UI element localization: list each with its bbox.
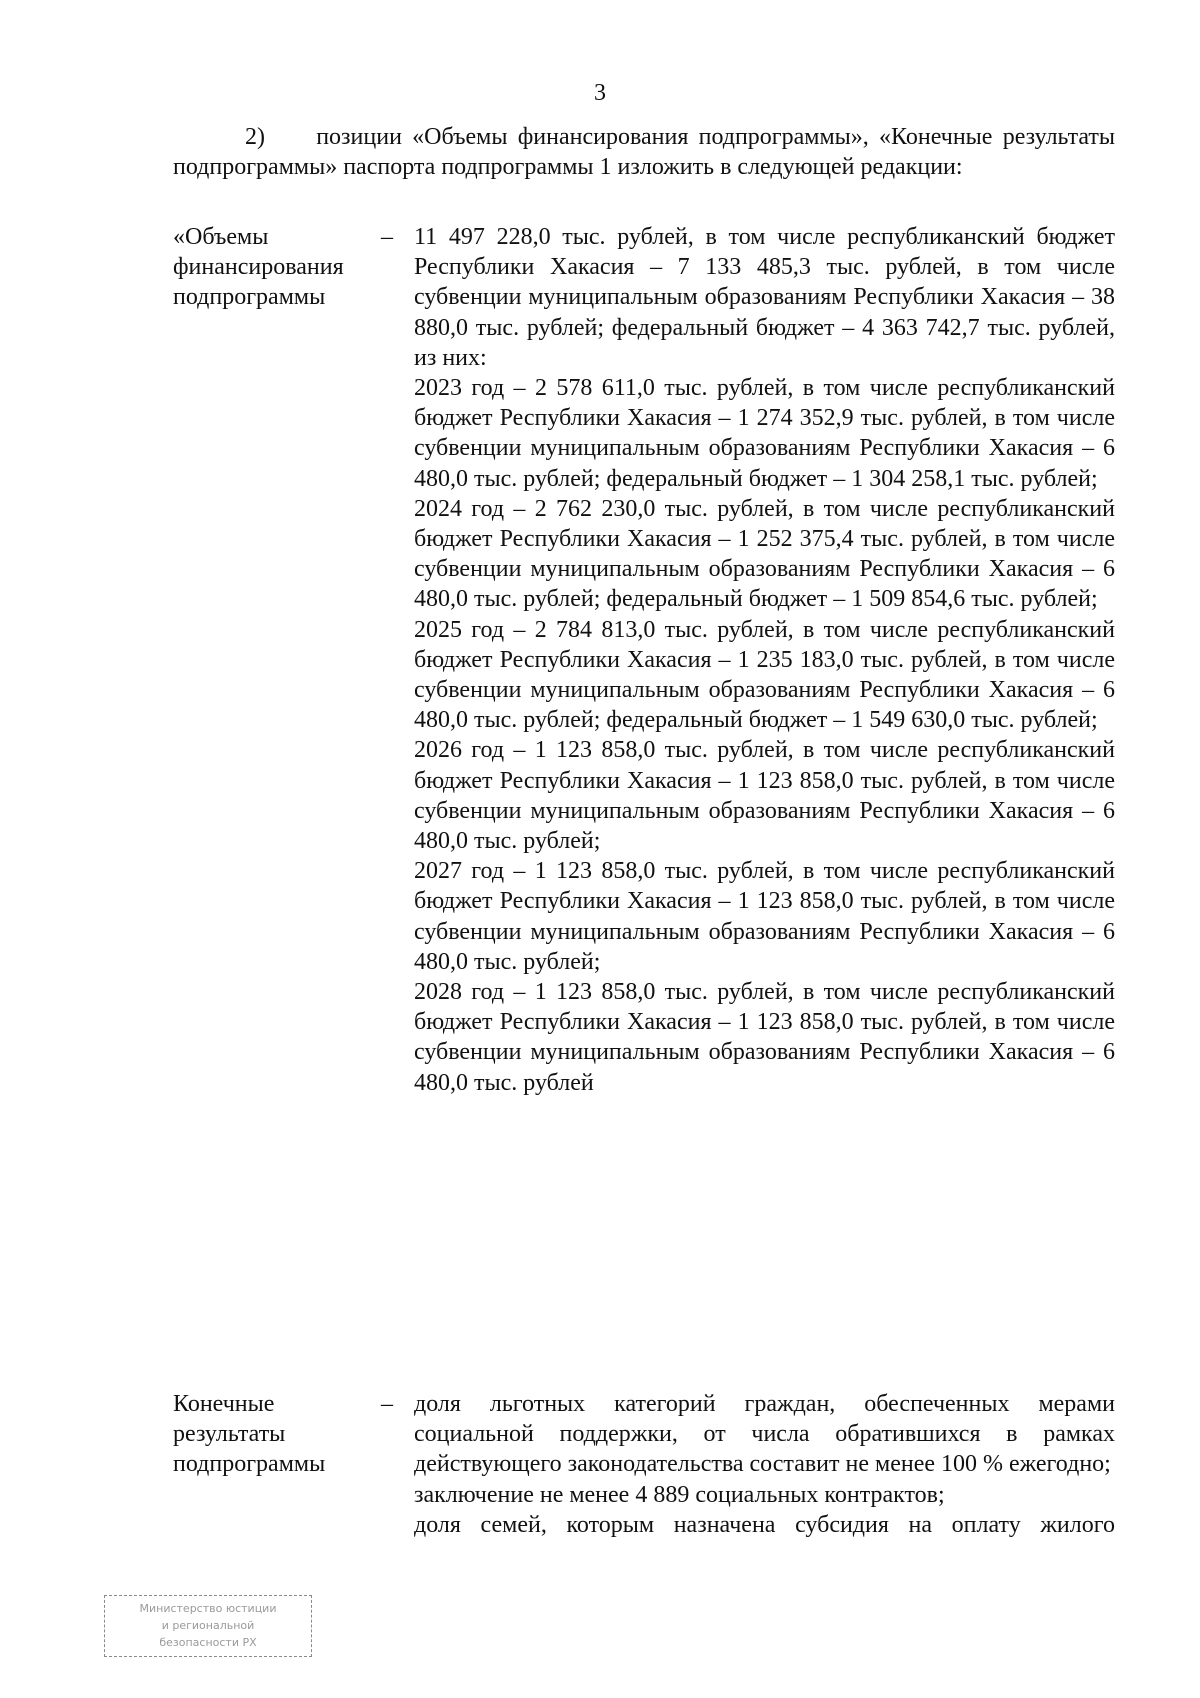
funding-dash: – — [381, 224, 393, 250]
stamp-line: и региональной — [161, 1619, 255, 1632]
results-dash: – — [381, 1391, 393, 1417]
page-number: 3 — [594, 80, 606, 106]
funding-label: «Объемы финансирования подпрограммы — [173, 224, 344, 311]
stamp-line: безопасности РХ — [159, 1636, 257, 1649]
results-item: доля льготных категорий граждан, обеспеченных мерами социальной поддержки, от числа обратившихся в рамках действующего законодательства составит не менее 100 % ежегодно; — [414, 1391, 1115, 1478]
results-label: Конечные результаты подпрограммы — [173, 1391, 326, 1478]
registration-stamp — [104, 1595, 312, 1657]
intro-paragraph: 2) позиции «Объемы финансирования подпрограммы», «Конечные результаты подпрограммы» паспорта подпрограммы 1 изложить в следующей редакции: — [173, 124, 1115, 181]
funding-year-2026: 2026 год – 1 123 858,0 тыс. рублей, в том числе республиканский бюджет Республики Хакасия – 1 123 858,0 тыс. рублей, в том числе субвенции муниципальным образованиям Республики Хакасия – 6 480,0 тыс. рублей; — [414, 737, 1115, 855]
results-body — [414, 1389, 1115, 1540]
results-item: доля семей, которым назначена субсидия на оплату жилого — [414, 1511, 1115, 1538]
funding-year-2023: 2023 год – 2 578 611,0 тыс. рублей, в том числе республиканский бюджет Республики Хакасия – 1 274 352,9 тыс. рублей, в том числе субвенции муниципальным образованиям Республики Хакасия – 6 480,0 тыс. рублей; федеральный бюджет – 1 304 258,1 тыс. рублей; — [414, 375, 1115, 492]
results-item: заключение не менее 4 889 социальных контрактов; — [414, 1481, 945, 1508]
funding-year-2028: 2028 год – 1 123 858,0 тыс. рублей, в том числе республиканский бюджет Республики Хакасия – 1 123 858,0 тыс. рублей, в том числе субвенции муниципальным образованиям Республики Хакасия – 6 480,0 тыс. рублей — [414, 979, 1115, 1096]
funding-body — [414, 222, 1115, 1098]
funding-summary: 11 497 228,0 тыс. рублей, в том числе республиканский бюджет Республики Хакасия – 7 133 485,3 тыс. рублей, в том числе субвенции муниципальным образованиям Республики Хакасия – 38 880,0 тыс. рублей; федеральный бюджет – 4 363 742,7 тыс. рублей, из них: — [414, 224, 1115, 371]
stamp-line: Министерство юстиции — [139, 1602, 277, 1615]
funding-year-2027: 2027 год – 1 123 858,0 тыс. рублей, в том числе республиканский бюджет Республики Хакасия – 1 123 858,0 тыс. рублей, в том числе субвенции муниципальным образованиям Республики Хакасия – 6 480,0 тыс. рублей; — [414, 858, 1115, 975]
funding-year-2025: 2025 год – 2 784 813,0 тыс. рублей, в том числе республиканский бюджет Республики Хакасия – 1 235 183,0 тыс. рублей, в том числе субвенции муниципальным образованиям Республики Хакасия – 6 480,0 тыс. рублей; федеральный бюджет – 1 549 630,0 тыс. рублей; — [414, 616, 1115, 734]
funding-year-2024: 2024 год – 2 762 230,0 тыс. рублей, в том числе республиканский бюджет Республики Хакасия – 1 252 375,4 тыс. рублей, в том числе субвенции муниципальным образованиям Республики Хакасия – 6 480,0 тыс. рублей; федеральный бюджет – 1 509 854,6 тыс. рублей; — [414, 495, 1115, 613]
